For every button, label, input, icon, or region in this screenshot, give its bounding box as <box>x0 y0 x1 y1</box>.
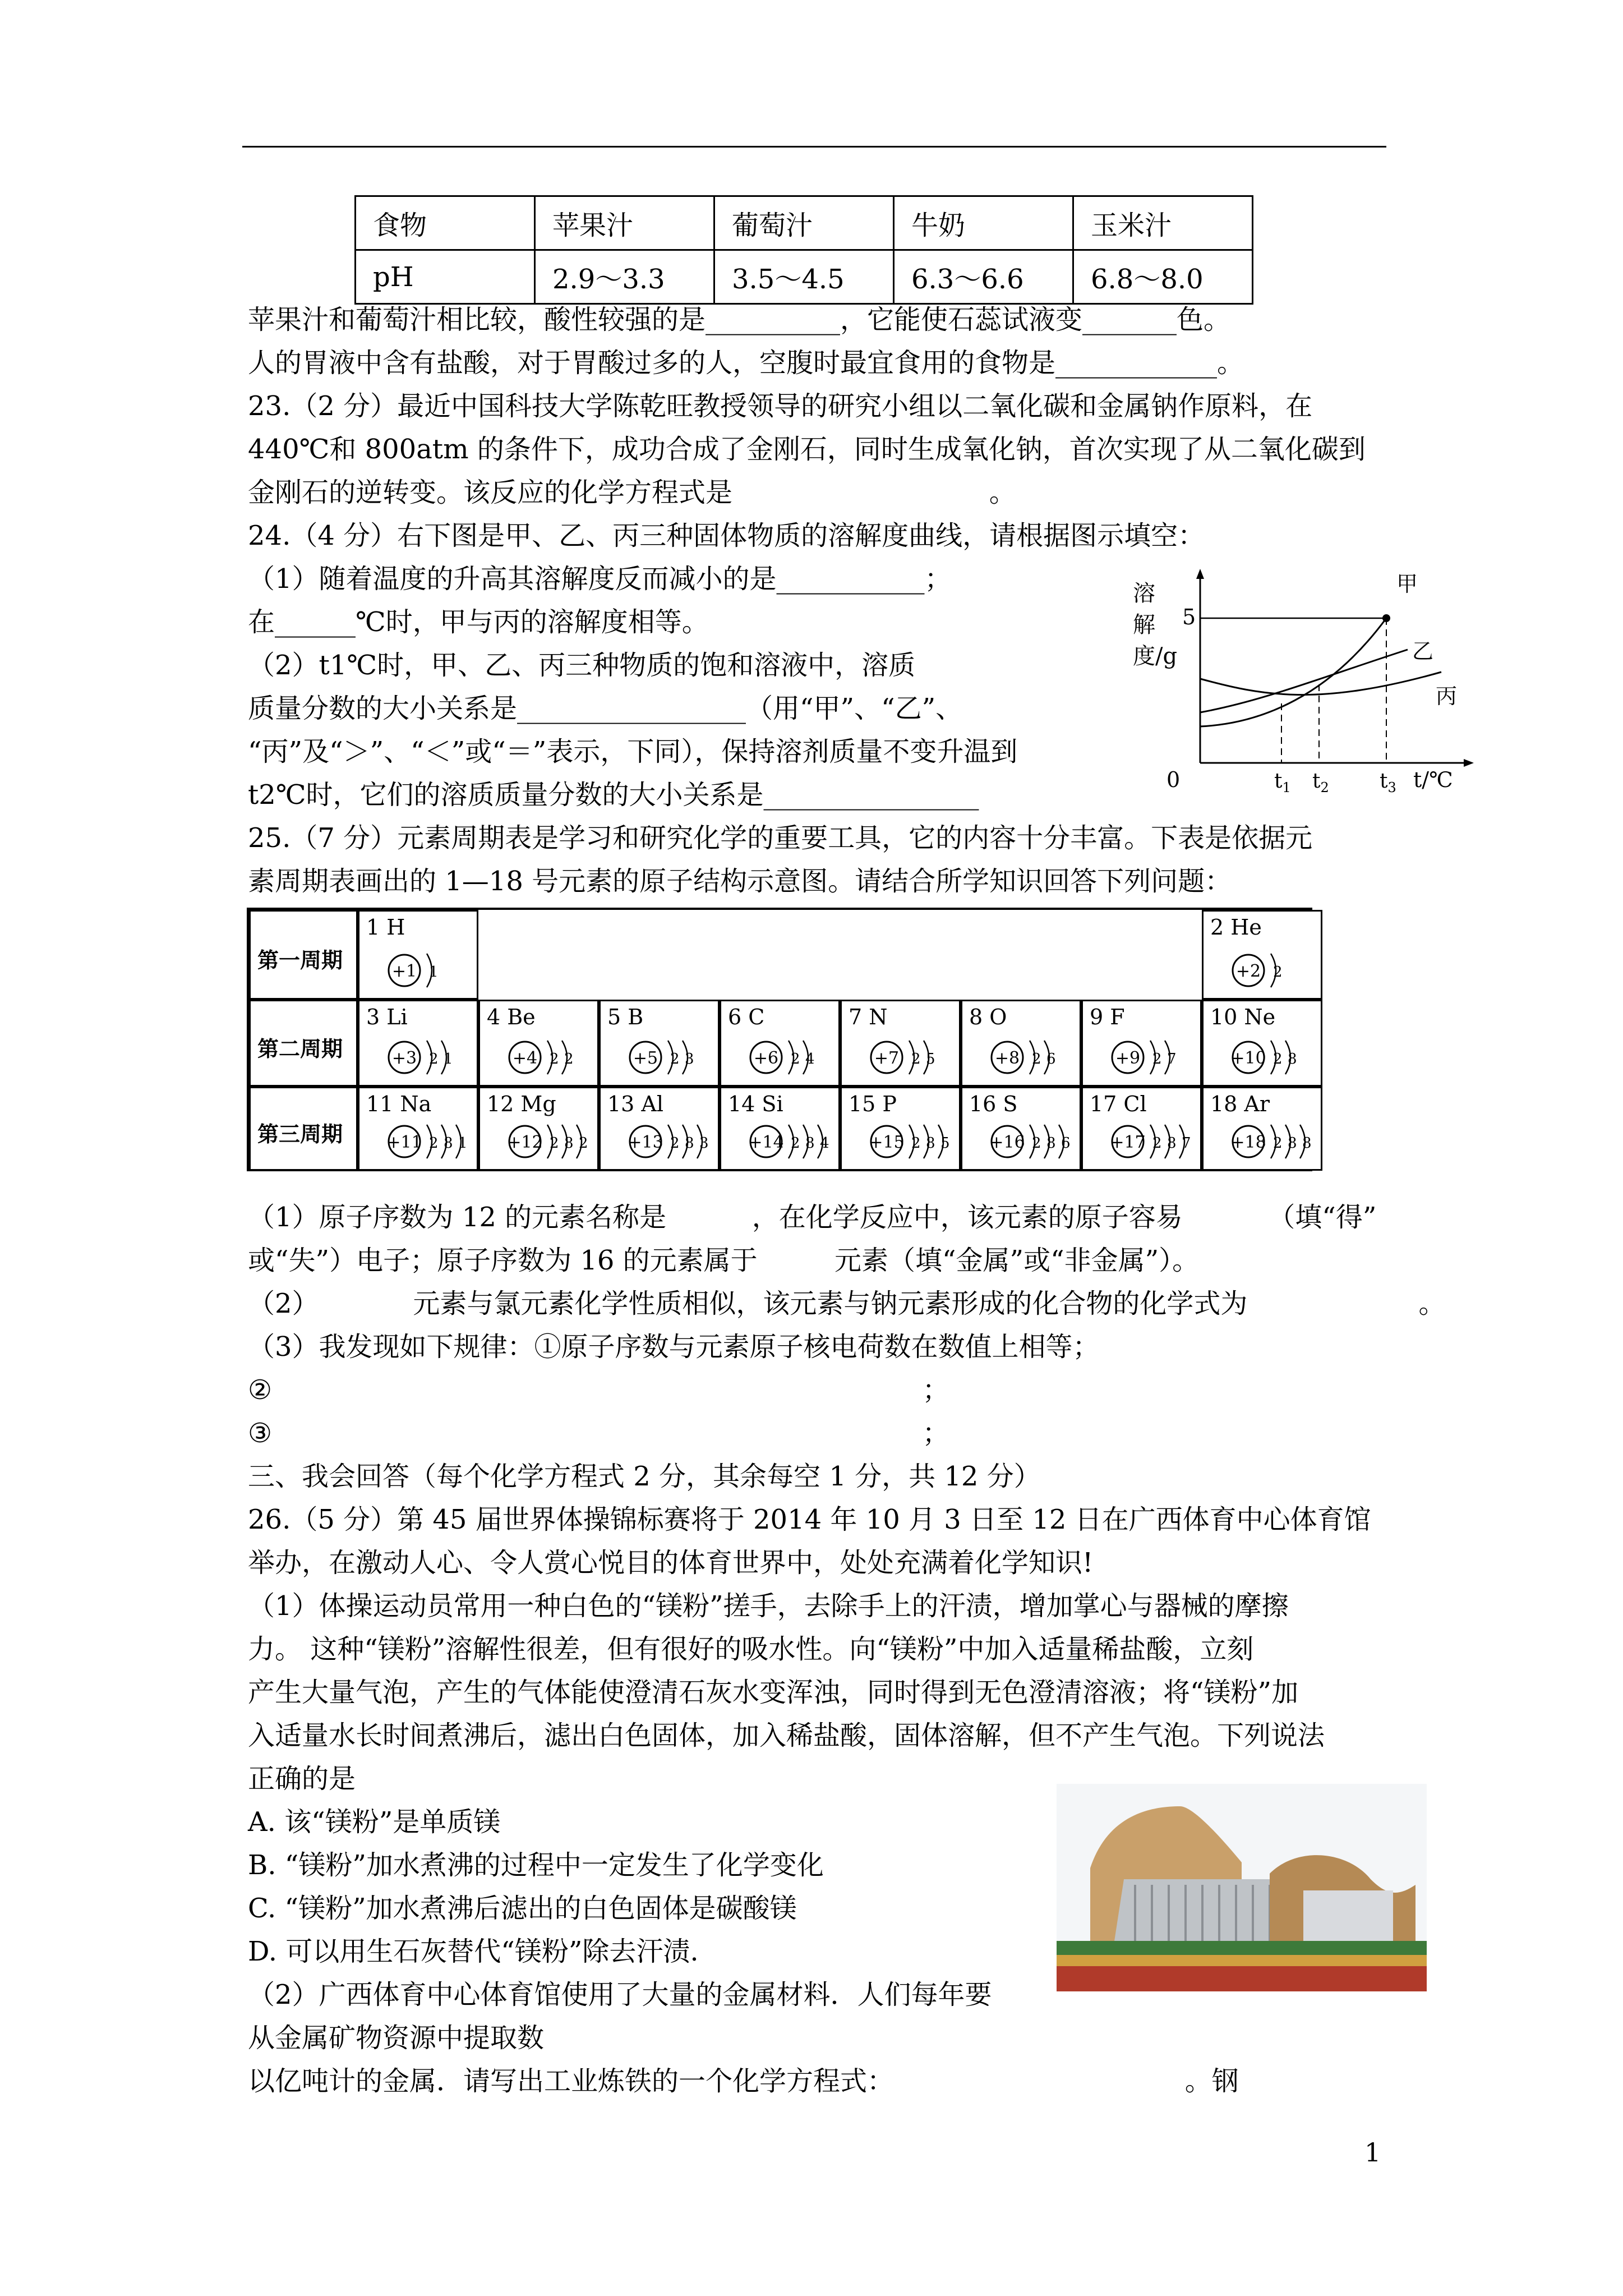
option-c: C. “镁粉”加水煮沸后滤出的白色固体是碳酸镁 <box>248 1893 797 1924</box>
atom-diagram <box>371 1116 483 1167</box>
element-cell <box>1202 1087 1322 1171</box>
atom-diagram <box>1215 1032 1327 1083</box>
element-symbol: 7 N <box>849 1005 888 1029</box>
electron-count: 1 <box>444 1051 453 1068</box>
element-cell <box>1081 1087 1202 1171</box>
nucleus-charge: +12 <box>507 1133 543 1152</box>
ph-table <box>354 195 1253 305</box>
electron-count: 2 <box>791 1051 800 1068</box>
question-23: 23.（2 分）最近中国科技大学陈乾旺教授领导的研究小组以二氧化碳和金属钠作原料，在 <box>248 390 1313 422</box>
electron-count: 6 <box>1046 1051 1056 1068</box>
electron-count: 8 <box>444 1135 453 1152</box>
period-label: 第三周期 <box>257 1122 343 1147</box>
element-symbol: 15 P <box>849 1092 897 1116</box>
element-cell <box>599 1000 720 1087</box>
table-cell: 6.3～6.6 <box>894 250 1073 304</box>
question-25: 25.（7 分）元素周期表是学习和研究化学的重要工具，它的内容十分丰富。下表是依据元 <box>248 822 1313 854</box>
atom-diagram <box>853 1116 965 1167</box>
element-cell <box>840 1087 961 1171</box>
electron-count: 2 <box>1273 1135 1283 1152</box>
atom-diagram <box>1215 1116 1327 1167</box>
text-line: 苹果汁和葡萄汁相比较，酸性较强的是__________，它能使石蕊试液变_______色。 <box>248 304 1231 335</box>
electron-count: 8 <box>685 1135 694 1152</box>
text-line: （2） 元素与氯元素化学性质相似，该元素与钠元素形成的化合物的化学式为 。 <box>248 1288 1446 1319</box>
element-symbol: 8 O <box>969 1005 1007 1029</box>
atom-diagram <box>974 1032 1086 1083</box>
period-header <box>249 1000 358 1087</box>
element-symbol: 13 Al <box>607 1092 664 1116</box>
table-cell: 葡萄汁 <box>714 196 894 250</box>
series-label: 丙 <box>1436 684 1458 708</box>
nucleus-charge: +9 <box>1115 1048 1141 1068</box>
atom-diagram <box>491 1116 603 1167</box>
text-line: 金刚石的逆转变。该反应的化学方程式是 。 <box>248 477 1016 508</box>
text-line: 产生大量气泡，产生的气体能使澄清石灰水变浑浊，同时得到无色澄清溶液；将“镁粉”加 <box>248 1677 1299 1708</box>
text-line: t2℃时，它们的溶质质量分数的大小关系是________________ <box>248 779 979 811</box>
element-symbol: 16 S <box>969 1092 1018 1116</box>
text-line: 正确的是 <box>248 1763 356 1795</box>
text-line: ② ； <box>248 1374 949 1406</box>
electron-count: 8 <box>926 1135 935 1152</box>
atom-diagram <box>732 1032 845 1083</box>
electron-count: 5 <box>940 1135 950 1152</box>
text-line: 或“失”）电子；原子序数为 16 的元素属于 元素（填“金属”或“非金属”）。 <box>248 1245 1200 1276</box>
electron-count: 8 <box>1167 1135 1177 1152</box>
text-line: （2）t1℃时，甲、乙、丙三种物质的饱和溶液中，溶质 <box>248 650 916 681</box>
atom-diagram <box>974 1116 1086 1167</box>
text-line: （3）我发现如下规律：①原子序数与元素原子核电荷数在数值上相等； <box>248 1331 1100 1363</box>
text-line: “丙”及“＞”、“＜”或“＝”表示，下同），保持溶剂质量不变升温到 <box>248 736 1018 767</box>
text-line: 力。 这种“镁粉”溶解性很差，但有很好的吸水性。向“镁粉”中加入适量稀盐酸，立刻 <box>248 1634 1254 1665</box>
electron-count: 2 <box>429 1135 439 1152</box>
text-line: （1）随着温度的升高其溶解度反而减小的是___________； <box>248 563 952 595</box>
y-tick-label: 5 <box>1182 605 1196 629</box>
electron-count: 2 <box>579 1135 588 1152</box>
header-rule <box>242 146 1386 148</box>
element-symbol: 17 Cl <box>1090 1092 1147 1116</box>
atom-diagram <box>1094 1032 1206 1083</box>
text-line: 质量分数的大小关系是_________________（用“甲”、“乙”、 <box>248 693 963 724</box>
electron-count: 1 <box>458 1135 468 1152</box>
element-cell <box>358 1087 478 1171</box>
electron-count: 2 <box>670 1135 680 1152</box>
table-cell: 苹果汁 <box>535 196 714 250</box>
electron-count: 2 <box>550 1051 559 1068</box>
text-line: 440℃和 800atm 的条件下，成功合成了金刚石，同时生成氧化钠，首次实现了从二氧化碳到 <box>248 434 1366 465</box>
x-axis-label: t/℃ <box>1413 767 1453 792</box>
element-cell <box>840 1000 961 1087</box>
table-cell: 玉米汁 <box>1073 196 1253 250</box>
electron-count: 8 <box>1302 1135 1312 1152</box>
element-cell <box>1202 1000 1322 1087</box>
question-26: 26.（5 分）第 45 届世界体操锦标赛将于 2014 年 10 月 3 日至 12 日在广西体育中心体育馆 <box>248 1504 1371 1535</box>
nucleus-charge: +13 <box>628 1133 663 1152</box>
table-cell: 牛奶 <box>894 196 1073 250</box>
option-b: B. “镁粉”加水煮沸的过程中一定发生了化学变化 <box>248 1849 824 1881</box>
element-cell <box>1081 1000 1202 1087</box>
electron-count: 3 <box>685 1051 694 1068</box>
element-symbol: 3 Li <box>366 1005 408 1029</box>
option-d: D. 可以用生石灰替代“镁粉”除去汗渍. <box>248 1936 699 1967</box>
section-heading: 三、我会回答（每个化学方程式 2 分，其余每空 1 分，共 12 分） <box>248 1461 1041 1492</box>
element-symbol: 5 B <box>607 1005 644 1029</box>
option-a: A. 该“镁粉”是单质镁 <box>248 1806 501 1838</box>
electron-count: 2 <box>550 1135 559 1152</box>
table-cell: 2.9～3.3 <box>535 250 714 304</box>
electron-count: 1 <box>429 964 439 981</box>
nucleus-charge: +14 <box>748 1133 784 1152</box>
electron-count: 2 <box>670 1051 680 1068</box>
solubility-curve <box>1116 567 1481 802</box>
atom-diagram <box>371 1032 483 1083</box>
atom-diagram <box>853 1032 965 1083</box>
atom-diagram <box>1094 1116 1206 1167</box>
nucleus-charge: +6 <box>753 1048 779 1068</box>
text-line: （2）广西体育中心体育馆使用了大量的金属材料．人们每年要 <box>248 1979 992 2010</box>
electron-count: 4 <box>805 1051 815 1068</box>
periodic-table <box>247 908 1312 1171</box>
atom-diagram <box>612 1116 724 1167</box>
text-line: 从金属矿物资源中提取数 <box>248 2022 545 2054</box>
nucleus-charge: +10 <box>1230 1048 1266 1068</box>
element-cell <box>599 1087 720 1171</box>
nucleus-charge: +1 <box>391 961 417 981</box>
text-line: 以亿吨计的金属．请写出工业炼铁的一个化学方程式： 。钢 <box>248 2065 1239 2097</box>
stadium-photo <box>1057 1784 1427 1991</box>
electron-count: 6 <box>1061 1135 1071 1152</box>
y-axis-label: 溶 解 度/g <box>1133 581 1178 669</box>
electron-count: 2 <box>564 1051 574 1068</box>
question-24: 24.（4 分）右下图是甲、乙、丙三种固体物质的溶解度曲线，请根据图示填空： <box>248 520 1205 551</box>
electron-count: 3 <box>699 1135 709 1152</box>
nucleus-charge: +16 <box>989 1133 1025 1152</box>
table-cell: pH <box>356 250 535 304</box>
period-header <box>249 1087 358 1171</box>
element-cell <box>358 910 478 1000</box>
electron-count: 7 <box>1167 1051 1177 1068</box>
electron-count: 2 <box>429 1051 439 1068</box>
curve-yi <box>1200 650 1408 712</box>
x-tick-label: $t_2$ <box>1312 770 1329 796</box>
element-symbol: 2 He <box>1210 915 1262 940</box>
element-cell <box>961 1000 1081 1087</box>
element-cell <box>358 1000 478 1087</box>
origin-label: 0 <box>1166 767 1181 792</box>
element-cell <box>720 1000 840 1087</box>
period-header <box>249 910 358 1000</box>
text-line: 人的胃液中含有盐酸，对于胃酸过多的人，空腹时最宜食用的食物是____________。 <box>248 347 1244 379</box>
element-cell <box>961 1087 1081 1171</box>
electron-count: 2 <box>1032 1135 1041 1152</box>
electron-count: 2 <box>1152 1135 1162 1152</box>
text-line: 入适量水长时间煮沸后，滤出白色固体，加入稀盐酸，固体溶解，但不产生气泡。下列说法 <box>248 1720 1325 1751</box>
element-symbol: 6 C <box>728 1005 765 1029</box>
nucleus-charge: +7 <box>874 1048 900 1068</box>
table-cell: 3.5～4.5 <box>714 250 894 304</box>
element-symbol: 1 H <box>366 915 405 940</box>
text-line: 举办，在激动人心、令人赏心悦目的体育世界中，处处充满着化学知识! <box>248 1547 1094 1579</box>
text-line: （1）原子序数为 12 的元素名称是 ，在化学反应中，该元素的原子容易 （填“得” <box>248 1202 1377 1233</box>
nucleus-charge: +8 <box>994 1048 1020 1068</box>
series-label: 甲 <box>1396 572 1418 596</box>
element-cell <box>478 1087 599 1171</box>
atom-diagram <box>491 1032 603 1083</box>
table-row <box>356 250 1253 304</box>
nucleus-charge: +15 <box>869 1133 905 1152</box>
element-symbol: 14 Si <box>728 1092 783 1116</box>
x-tick-label: $t_3$ <box>1380 770 1396 796</box>
electron-count: 4 <box>820 1135 829 1152</box>
electron-count: 2 <box>791 1135 800 1152</box>
text-line: （1）体操运动员常用一种白色的“镁粉”搓手，去除手上的汗渍，增加掌心与器械的摩擦 <box>248 1590 1289 1622</box>
electron-count: 8 <box>1288 1135 1297 1152</box>
electron-count: 5 <box>926 1051 935 1068</box>
electron-count: 2 <box>1273 964 1283 981</box>
series-label: 乙 <box>1412 639 1434 664</box>
page-number: 1 <box>1364 2137 1381 2168</box>
electron-count: 2 <box>1032 1051 1041 1068</box>
nucleus-charge: +5 <box>633 1048 658 1068</box>
nucleus-charge: +17 <box>1110 1133 1146 1152</box>
nucleus-charge: +2 <box>1235 961 1261 981</box>
electron-count: 8 <box>1046 1135 1056 1152</box>
element-cell <box>720 1087 840 1171</box>
atom-diagram <box>371 945 483 996</box>
y-axis-arrow <box>1196 569 1204 579</box>
electron-count: 8 <box>1288 1051 1297 1068</box>
period-label: 第二周期 <box>257 1036 343 1061</box>
atom-diagram <box>612 1032 724 1083</box>
text-line: 素周期表画出的 1—18 号元素的原子结构示意图。请结合所学知识回答下列问题： <box>248 866 1232 897</box>
electron-count: 2 <box>1152 1051 1162 1068</box>
element-cell <box>478 1000 599 1087</box>
element-symbol: 9 F <box>1090 1005 1125 1029</box>
text-line: ③ ； <box>248 1418 949 1449</box>
element-cell <box>1202 910 1322 1000</box>
period-label: 第一周期 <box>257 948 343 973</box>
atom-diagram <box>1215 945 1327 996</box>
table-cell: 食物 <box>356 196 535 250</box>
atom-diagram <box>732 1116 845 1167</box>
nucleus-charge: +4 <box>512 1048 538 1068</box>
text-line: 在______℃时，甲与丙的溶解度相等。 <box>248 606 709 638</box>
element-symbol: 12 Mg <box>487 1092 556 1116</box>
nucleus-charge: +11 <box>386 1133 422 1152</box>
table-row <box>356 196 1253 250</box>
electron-count: 8 <box>564 1135 574 1152</box>
element-symbol: 4 Be <box>487 1005 536 1029</box>
x-axis-arrow <box>1464 759 1474 767</box>
nucleus-charge: +18 <box>1230 1133 1266 1152</box>
electron-count: 2 <box>911 1135 921 1152</box>
element-symbol: 18 Ar <box>1210 1092 1270 1116</box>
nucleus-charge: +3 <box>391 1048 417 1068</box>
element-symbol: 10 Ne <box>1210 1005 1276 1029</box>
electron-count: 8 <box>805 1135 815 1152</box>
element-symbol: 11 Na <box>366 1092 432 1116</box>
electron-count: 7 <box>1182 1135 1191 1152</box>
electron-count: 2 <box>1273 1051 1283 1068</box>
electron-count: 2 <box>911 1051 921 1068</box>
table-cell: 6.8～8.0 <box>1073 250 1253 304</box>
x-tick-label: $t_1$ <box>1274 770 1291 796</box>
curve-jia <box>1200 618 1386 726</box>
